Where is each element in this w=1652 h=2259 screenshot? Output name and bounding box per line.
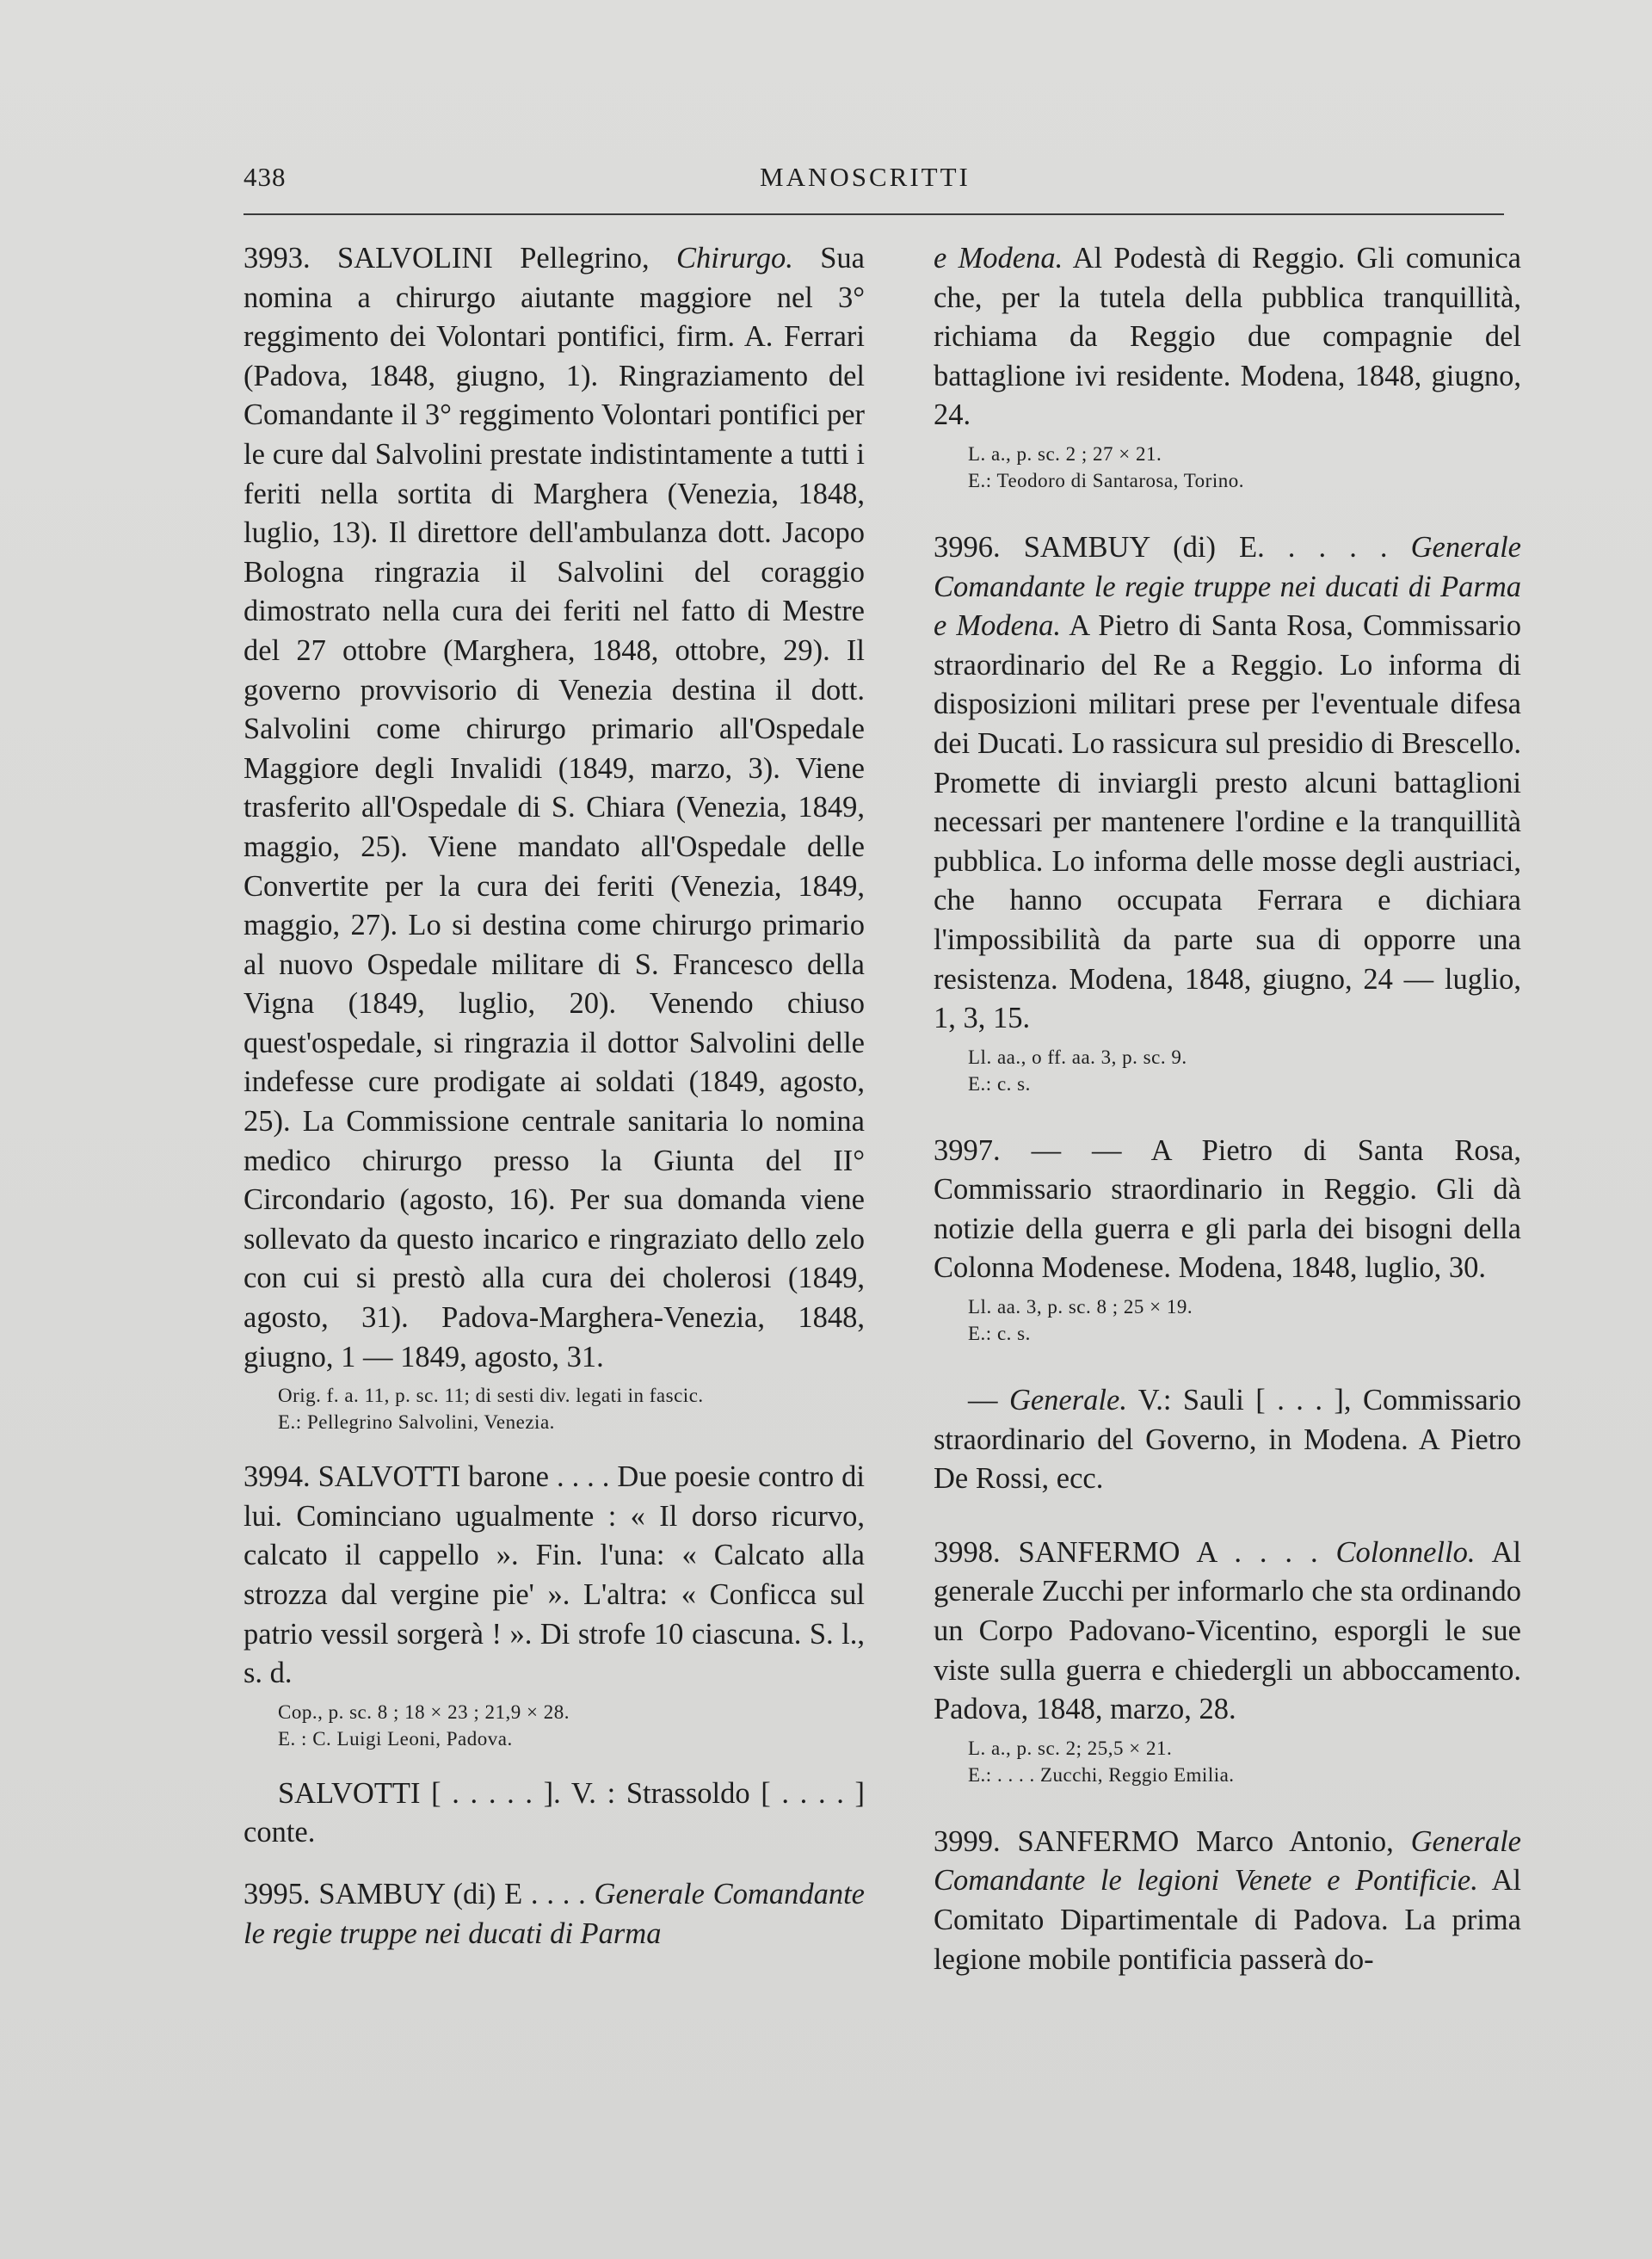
spacer (243, 1435, 865, 1458)
cross-reference: SALVOTTI [ . . . . . ]. V. : Strassoldo [ . . . . ] conte. (243, 1776, 865, 1849)
running-title: MANOSCRITTI (760, 162, 971, 192)
page-number: 438 (243, 162, 287, 192)
entry-text (934, 1823, 1521, 1979)
entry-role: Generale Comandante le regie truppe nei ducati di Parma e Modena. (934, 530, 1521, 643)
entry-3999 (934, 1823, 1521, 1979)
entry-3995 (243, 1875, 865, 1953)
entry-3998 (934, 1534, 1521, 1788)
entry-3994 (243, 1458, 865, 1752)
entry-provenance: E.: c. s. (968, 1323, 1031, 1345)
entry-text (934, 528, 1521, 1039)
entry-3997 (934, 1132, 1521, 1347)
entry-text: 3994. SALVOTTI barone . . . . Due poesie contro di lui. Cominciano ugualmente : « Il dorso ricurvo, calcato il cappello ». Fin. l'una: « Calcato alla strozza dal vergine pie' ». L'altra: « Conficca sul patrio vessil sorgerà ! ». Di strofe 10 ciascuna. S. l., s. d. (243, 1460, 865, 1690)
spacer (243, 1752, 865, 1774)
entry-body: A Pietro di Santa Rosa, Commissario straordinario del Re a Reggio. Lo informa di disposizioni militari prese per l'eventuale difesa dei Ducati. Lo rassicura sul presidio di Brescello. Promette di inviargli presto alcuni battaglioni necessari per mantenere l'ordine e la tranquillità pubblica. Lo informa delle mosse degli austriaci, che hanno occupata Ferrara e dichiara l'impossibilità da parte sua di opporre una resistenza. Modena, 1848, giugno, 24 — luglio, 1, 3, 15. (934, 609, 1521, 1035)
entry-provenance: E.: Pellegrino Salvolini, Venezia. (278, 1411, 555, 1434)
entry-note: Ll. aa., o ff. aa. 3, p. sc. 9. (968, 1046, 1187, 1068)
entry-role: Generale Comandante le legioni Venete e Pontificie. (934, 1824, 1521, 1898)
entry-note: L. a., p. sc. 2 ; 27 × 21. (968, 442, 1162, 465)
entry-role: Chirurgo. (676, 242, 793, 275)
entry-note: Ll. aa. 3, p. sc. 8 ; 25 × 19. (968, 1296, 1193, 1318)
entry-head: 3995. SAMBUY (di) E . . . . (243, 1877, 595, 1910)
entry-3996 (934, 528, 1521, 1097)
entry-provenance: E. : C. Luigi Leoni, Padova. (278, 1727, 513, 1750)
entry-role: e Modena. (934, 242, 1063, 275)
entry-role: Colonnello. (1335, 1535, 1476, 1569)
spacer (934, 1788, 1521, 1823)
header-rule (243, 213, 1504, 215)
entry-text: 3997. — — A Pietro di Santa Rosa, Commissario straordinario in Reggio. Gli dà notizie della guerra e gli parla dei bisogni della Colonna Modenese. Modena, 1848, luglio, 30. (934, 1133, 1521, 1285)
entry-body: Al generale Zucchi per informarlo che sta ordinando un Corpo Padovano-Vicentino, esporgli le sue viste sulla guerra e chiedergli un abboccamento. Padova, 1848, marzo, 28. (934, 1535, 1521, 1726)
page-header (243, 162, 1504, 205)
entry-body: Al Comitato Dipartimentale di Padova. La prima legione mobile pontificia passerà do- (934, 1864, 1521, 1976)
entry-provenance: E.: c. s. (968, 1072, 1031, 1095)
entry-note: Cop., p. sc. 8 ; 18 × 23 ; 21,9 × 28. (278, 1700, 570, 1723)
entry-3993 (243, 239, 865, 1435)
entry-head: 3993. SALVOLINI Pellegrino, (243, 242, 677, 275)
entry-head: 3998. SANFERMO A . . . . (934, 1535, 1336, 1569)
spacer (934, 494, 1521, 528)
entry-note: Orig. f. a. 11, p. sc. 11; di sesti div. legati in fascic. (278, 1385, 704, 1407)
entry-provenance: E.: Teodoro di Santarosa, Torino. (968, 469, 1244, 491)
entry-body: Sua nomina a chirurgo aiutante maggiore nel 3° reggimento dei Volontari pontifici, firm. A. Ferrari (Padova, 1848, giugno, 1). Ringraziamento del Comandante il 3° reggimento Volontari pontifici per le cure dal Salvolini prestate indistintamente a tutti i feriti nella sortita di Marghera (Venezia, 1848, luglio, 13). Il direttore dell'ambulanza dott. Jacopo Bologna ringrazia il Salvolini del coraggio dimostrato nella cura dei feriti nel fatto di Mestre del 27 ottobre (Marghera, 1848, ottobre, 29). Il governo provvisorio di Venezia destina il dott. Salvolini come chirurgo primario all'Ospedale Maggiore degli Invalidi (1849, marzo, 3). Viene trasferito all'Ospedale di S. Chiara (Venezia, 1849, maggio, 25). Viene mandato all'Ospedale delle Convertite per la cura dei feriti (Venezia, 1849, maggio, 27). Lo si destina come chirurgo primario al nuovo Ospedale militare di S. Francesco della Vigna (1849, luglio, 20). Venendo chiuso quest'ospedale, si ringrazia il dottor Salvolini delle indefesse cure prodigate ai soldati (1849, agosto, 25). La Commissione centrale sanitaria lo nomina medico chirurgo presso la Giunta del II° Circondario (agosto, 16). Per sua domanda viene sollevato da questo incarico e ringraziato dello zelo con cui si prestò alla cura dei cholerosi (1849, agosto, 31). Padova-Marghera-Venezia, 1848, giugno, 1 — 1849, agosto, 31. (243, 242, 865, 1373)
entry-head: 3996. SAMBUY (di) E. . . . . (934, 530, 1411, 564)
spacer (934, 1499, 1521, 1534)
entry-text (243, 1875, 865, 1953)
entry-provenance: E.: . . . . Zucchi, Reggio Emilia. (968, 1763, 1235, 1786)
entry-text (934, 239, 1521, 435)
entry-role: Generale Comandante le regie truppe nei ducati di Parma (243, 1877, 865, 1950)
crossref-body: V.: Sauli [ . . . ], Commissario straordinario del Governo, in Modena. A Pietro De Rossi, ecc. (934, 1384, 1521, 1496)
entry-text (243, 239, 865, 1377)
spacer (934, 1097, 1521, 1132)
entry-head: 3999. SANFERMO Marco Antonio, (934, 1824, 1411, 1858)
spacer (243, 1853, 865, 1875)
crossref-dash: — (968, 1384, 1009, 1417)
crossref-role: Generale. (1008, 1384, 1127, 1417)
entry-note: L. a., p. sc. 2; 25,5 × 21. (968, 1737, 1173, 1759)
entry-body: Al Podestà di Reggio. Gli comunica che, per la tutela della pubblica tranquillità, richiama da Reggio due compagnie del battaglione ivi residente. Modena, 1848, giugno, 24. (934, 242, 1521, 432)
spacer (934, 1347, 1521, 1381)
entry-text (934, 1534, 1521, 1730)
right-column (934, 239, 1521, 1979)
entry-3995-continued (934, 239, 1521, 494)
left-column (243, 239, 865, 1953)
cross-reference (934, 1381, 1521, 1499)
